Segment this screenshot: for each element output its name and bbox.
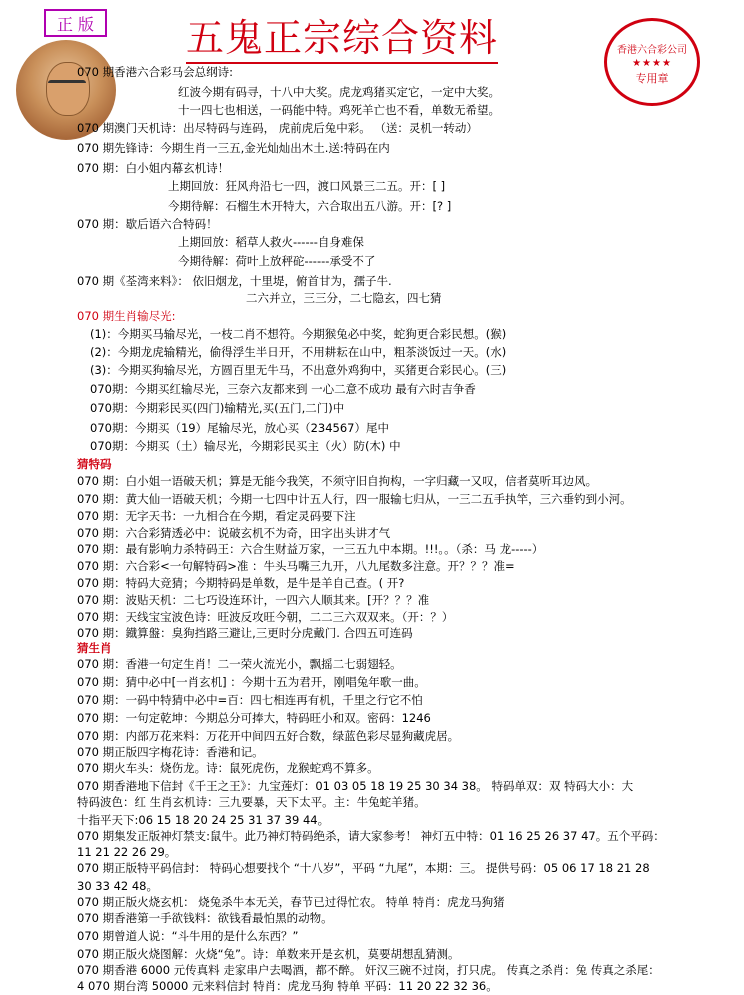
text-line: 十一四七也相送，一码能中特。鸡死羊亡也不看，单数无希望。 [178,103,500,117]
edition-badge: 正 版 [44,9,107,37]
text-line: 070 期：一码中特猜中必中=百：四七相连再有机，千里之行它不怕 [77,693,423,707]
section-heading: 猜特码 [77,457,112,471]
seal-stars: ★★★★ [632,58,672,69]
text-line: 070期：今期买（土）输尽光，今期彩民买主（火）防(木) 中 [90,439,401,453]
text-line: 070 期：特码大竞猜；今期特码是单数，是牛是羊自己查。( 开? [77,576,405,590]
text-line: 红波今期有码寻，十八中大奖。虎龙鸡猪买定它，一定中大奖。 [178,85,500,99]
text-line: 070 期香港 6000 元传真料 走家串户去喝酒，都不醉。 奸汉三碗不过岗，打只虎。 传真之杀肖：兔 传真之杀尾： [77,963,660,977]
text-line: 070 期先锋诗：今期生肖一三五,金光灿灿出木土.送:特码在内 [77,141,390,155]
text-line: 070 期香港地下信封《千王之王》：九宝莲灯：01 03 05 18 19 25 30 34 38。 特码单双：双 特码大小：大 [77,779,634,793]
text-line: 070 期：黄大仙一语破天机；今期一七四中计五人行，四一服输七归从，一三二五手执竿，三六垂钓到小河。 [77,492,632,506]
text-line: 11 21 22 26 29。 [77,845,177,859]
text-line: 070期：今期买红输尽光，三奈六友都来到 一心二意不成功 最有六时吉争香 [90,382,476,396]
text-line: 070 期：白小姐一语破天机；算是无能今我笑，不须守旧自拘构，一字归藏一又叹，信者莫听耳边风。 [77,474,598,488]
text-line: 070 期：波贴天机：二七巧设连环计，一四六人顺其来。[开？？？准 [77,593,430,607]
text-line: 二六并立，三三分，二七隐玄，四七猜 [246,291,442,305]
text-line: 今期待解：荷叶上放秤砣------承受不了 [178,254,376,268]
official-seal [604,18,700,106]
text-line: 070 期香港第一手欲钱料：欲钱看最怕黑的动物。 [77,911,333,925]
text-line: 070 期火车头：烧伤龙。诗：鼠死虎伤，龙猴蛇鸡不算多。 [77,761,379,775]
text-line: 上期回放：稻草人救火------自身难保 [178,235,364,249]
text-line: 070 期正版火烧图解：火烧“兔”。诗：单数来开是玄机，莫要胡想乱猜测。 [77,947,460,961]
text-line: 十指平天下:06 15 18 20 24 25 31 37 39 44。 [77,813,330,827]
text-line: 070 期：六合彩猜透必中：说破玄机不为奇，田字出头讲才气 [77,526,391,540]
text-line: 070 期：猜中必中[一肖玄机] ：今期十五为君开，刚唱兔年歌一曲。 [77,675,426,689]
text-line: 特码波色：红 生肖玄机诗：三九要暴，天下太平。主：牛兔蛇羊猪。 [77,795,426,809]
section-heading: 070 期生肖输尽光: [77,309,176,323]
text-line: 070 期：内部万花来料：万花开中间四五好合数，绿蓝色彩尽显狗藏虎居。 [77,729,460,743]
text-line: 070 期《荃湾来料》： 依旧烟龙，十里堤，俯首甘为，孺子牛. [77,274,392,288]
seal-subtext: 专用章 [635,72,669,85]
text-line: (1)：今期买马输尽光，一枝二肖不想符。今期猴兔必中奖，蛇狗更合彩民想。(猴) [90,327,507,341]
text-line: 070期：今期买（19）尾输尽光，放心买（234567）尾中 [90,421,389,435]
text-line: 070 期澳门天机诗：出尽特码与连码， 虎前虎后兔中彩。 （送：灵机一转动） [77,121,478,135]
text-line: 070 期曾道人说：“斗牛用的是什么东西？” [77,929,299,943]
text-line: 070期：今期彩民买(四门)输精光,买(五门,二门)中 [90,401,345,415]
text-line: (3)：今期买狗输尽光，方圆百里无牛马，不出意外鸡狗中，买猪更合彩民心。(三) [90,363,507,377]
text-line: (2)：今期龙虎输精光，偷得浮生半日开，不用耕耘在山中，粗茶淡饭过一天。(水) [90,345,507,359]
text-line: 070 期：歇后语六合特码！ [77,217,218,231]
text-line: 070 期：无字天书：一九相合在今期，看定灵码要下注 [77,509,356,523]
text-line: 30 33 42 48。 [77,879,158,893]
text-line: 070 期集发正版神灯禁支:鼠牛。此乃神灯特码绝杀，请大家参考！ 神灯五中特：01 16 25 26 37 47。五个平码： [77,829,665,843]
text-line: 070 期正版特平码信封： 特码心想要找个 “十八岁”，平码 “九尾”，本期：三。 提供号码：05 06 17 18 21 28 [77,861,650,875]
text-line: 070 期：最有影响力杀特码王：六合生财益万家，一三五九中本期。!!!。。（杀：马 龙-----） [77,542,544,556]
text-line: 070 期：鐡算盤：臭狗挡路三避让,三更时分虎戴门. 合四五可连码 [77,626,413,640]
text-line: 今期待解：石榴生木开特大，六合取出五八游。开：[? ] [168,199,452,213]
page-title: 五鬼正宗综合资料 [186,14,498,64]
text-line: 070 期：天线宝宝波色诗：旺波反攻旺今朝，二二三六双双来。（开：？） [77,610,454,624]
text-line: 上期回放：狂风舟沿七一四，渡口风景三二五。开：[ ] [168,179,446,193]
text-line: 070 期正版火烧玄机： 烧兔杀牛本无关，春节已过得忙农。 特单 特肖：虎龙马狗猪 [77,895,505,909]
text-line: 070 期：一句定乾坤：今期总分可捧大，特码旺小和双。密码：1246 [77,711,431,725]
portrait-glasses [48,80,86,91]
text-line: 4 070 期台湾 50000 元来料信封 特肖：虎龙马狗 特单 平码：11 20 22 32 36。 [77,979,498,993]
text-line: 070 期正版四字梅花诗：香港和记。 [77,745,264,759]
seal-text: 香港六合彩公司 [617,45,687,56]
text-line: 070 期：香港一句定生肖！二一荣火流光小，飘摇二七弱翅轻。 [77,657,402,671]
text-line: 070 期香港六合彩马会总纲诗: [77,65,233,79]
text-line: 070 期：六合彩<一句解特码>准 ：牛头马嘴三九开，八九尾数多注意。开？？？准= [77,559,515,573]
text-line: 070 期：白小姐内幕玄机诗！ [77,161,230,175]
section-heading: 猜生肖 [77,641,112,655]
